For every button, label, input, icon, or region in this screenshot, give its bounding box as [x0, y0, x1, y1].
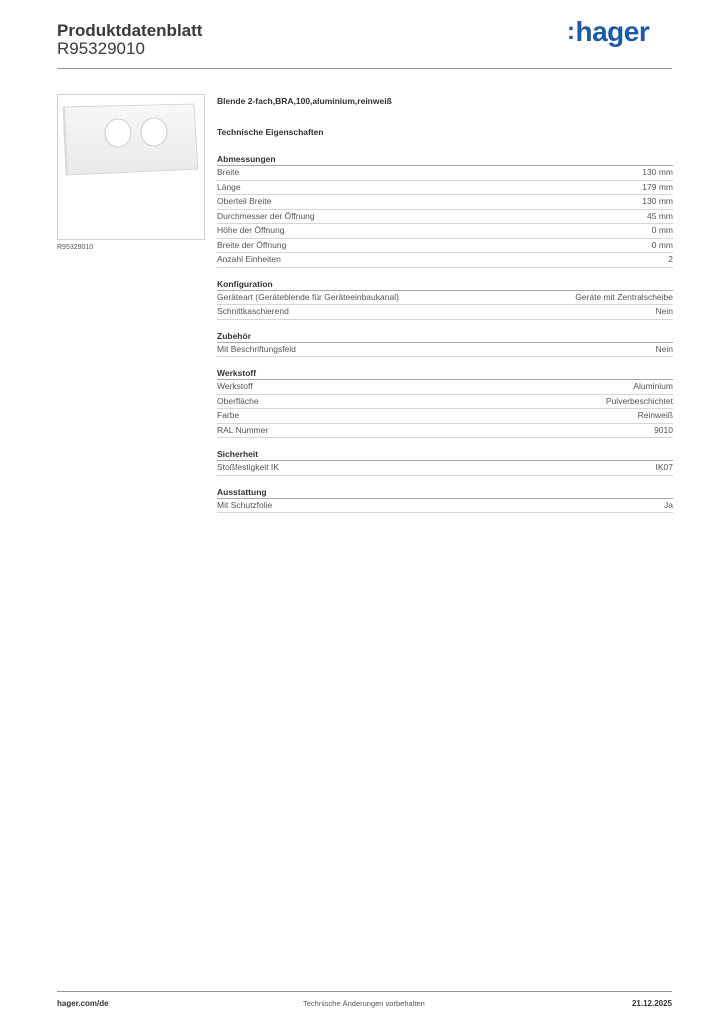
property-value: 130 mm: [642, 167, 673, 177]
property-section: [217, 153, 673, 268]
property-row: [217, 343, 673, 358]
property-section: [217, 330, 673, 358]
property-label: Stoßfestigkeit IK: [217, 462, 279, 472]
property-value: Aluminium: [633, 381, 673, 391]
property-value: 0 mm: [651, 225, 673, 235]
property-label: Werkstoff: [217, 381, 253, 391]
property-row: [217, 305, 673, 320]
section-title: Ausstattung: [217, 486, 673, 499]
property-row: [217, 239, 673, 254]
property-value: Reinweiß: [637, 410, 673, 420]
logo-colon-mark: :: [567, 18, 575, 45]
property-value: 9010: [654, 424, 673, 435]
hager-logo: [567, 16, 649, 48]
property-label: Mit Beschriftungsfeld: [217, 343, 296, 354]
property-value: 179 mm: [642, 181, 673, 192]
section-title: Werkstoff: [217, 367, 673, 380]
footer-notice: Technische Änderungen vorbehalten: [303, 999, 425, 1008]
property-row: [217, 380, 673, 395]
section-title: Konfiguration: [217, 278, 673, 291]
property-label: Breite der Öffnung: [217, 239, 287, 250]
property-row: [217, 424, 673, 439]
property-row: [217, 181, 673, 196]
property-label: Höhe der Öffnung: [217, 225, 285, 235]
property-row: [217, 195, 673, 210]
property-value: 45 mm: [647, 210, 673, 221]
property-label: Durchmesser der Öffnung: [217, 210, 315, 221]
article-number: R95329010: [57, 39, 145, 58]
property-value: Nein: [655, 306, 673, 316]
logo-text: hager: [575, 16, 650, 47]
footer-date: 21.12.2025: [631, 999, 672, 1008]
property-value: 0 mm: [651, 239, 673, 250]
property-label: Farbe: [217, 410, 240, 420]
property-label: RAL Nummer: [217, 424, 269, 435]
properties-heading: Technische Eigenschaften: [217, 127, 324, 137]
property-sections: [217, 153, 673, 513]
property-label: Oberteil Breite: [217, 196, 272, 206]
property-value: IK07: [655, 462, 673, 472]
property-value: 130 mm: [642, 196, 673, 206]
property-label: Mit Schutzfolie: [217, 499, 273, 510]
page-title: Produktdatenblatt: [57, 21, 203, 40]
section-title: Zubehör: [217, 330, 673, 343]
property-row: [217, 210, 673, 225]
property-label: Geräteart (Geräteblende für Geräteeinbaukanal): [217, 291, 399, 302]
property-row: [217, 166, 673, 181]
property-row: [217, 409, 673, 424]
property-section: [217, 486, 673, 514]
property-value: Ja: [664, 499, 673, 510]
property-label: Schnittkaschierend: [217, 306, 289, 316]
property-section: [217, 278, 673, 320]
property-row: [217, 499, 673, 514]
property-row: [217, 253, 673, 268]
property-row: [217, 291, 673, 306]
property-label: Oberfläche: [217, 395, 259, 406]
header-divider: [57, 68, 672, 69]
image-caption: R95329010: [57, 244, 94, 251]
property-section: [217, 367, 673, 438]
property-value: Pulverbeschichtet: [605, 395, 673, 406]
property-label: Länge: [217, 181, 241, 192]
property-value: 2: [668, 254, 673, 264]
opening-right: [141, 118, 167, 146]
property-row: [217, 395, 673, 410]
section-title: Sicherheit: [217, 448, 673, 461]
property-value: Nein: [655, 343, 673, 354]
property-label: Anzahl Einheiten: [217, 254, 281, 264]
footer-website: hager.com/de: [57, 999, 109, 1008]
property-label: Breite: [217, 167, 240, 177]
section-title: Abmessungen: [217, 153, 673, 166]
opening-left: [105, 119, 131, 147]
property-row: [217, 224, 673, 239]
product-details: [217, 96, 673, 513]
property-row: [217, 461, 673, 476]
cover-plate-illustration: [58, 95, 204, 239]
property-value: Geräte mit Zentralscheibe: [575, 291, 673, 302]
property-section: [217, 448, 673, 476]
product-image: [57, 94, 205, 240]
footer-divider: [57, 991, 672, 992]
product-name: Blende 2-fach,BRA,100,aluminium,reinweiß: [217, 96, 392, 106]
